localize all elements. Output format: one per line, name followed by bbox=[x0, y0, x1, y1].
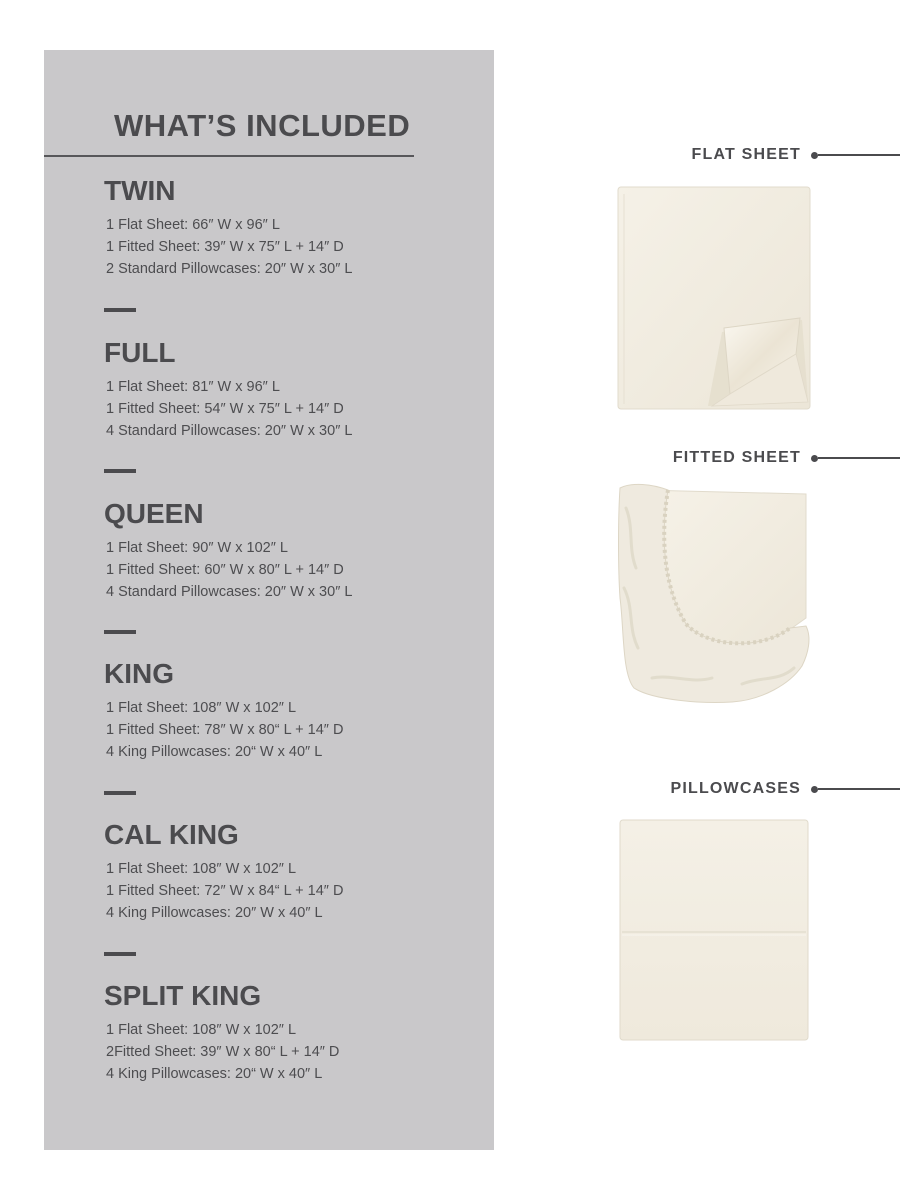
size-block-twin bbox=[104, 174, 484, 280]
callout-line bbox=[818, 154, 900, 156]
size-block-split-king bbox=[104, 979, 484, 1085]
included-panel bbox=[44, 50, 494, 1150]
section-dash bbox=[104, 630, 136, 634]
callout-dot bbox=[811, 455, 818, 462]
callout-line bbox=[818, 788, 900, 790]
pillowcases-image bbox=[612, 814, 818, 1046]
callout-dot bbox=[811, 152, 818, 159]
size-block-queen bbox=[104, 497, 484, 603]
pillowcases-callout bbox=[670, 779, 900, 799]
spec-line: 2Fitted Sheet: 39″ W x 80“ L + 14″ D bbox=[106, 1044, 340, 1060]
spec-line: 1 Flat Sheet: 108″ W x 102″ L bbox=[106, 861, 297, 877]
fitted-sheet-callout bbox=[673, 448, 900, 468]
spec-line: 1 Flat Sheet: 108″ W x 102″ L bbox=[106, 1022, 297, 1038]
spec-line: 1 Fitted Sheet: 72″ W x 84“ L + 14″ D bbox=[106, 883, 344, 899]
section-dash bbox=[104, 308, 136, 312]
callout-line bbox=[818, 457, 900, 459]
spec-line: 4 King Pillowcases: 20″ W x 40″ L bbox=[106, 905, 323, 921]
size-name: KING bbox=[104, 658, 174, 689]
title-rule bbox=[44, 155, 414, 157]
fitted-sheet-image bbox=[612, 478, 818, 710]
section-dash bbox=[104, 952, 136, 956]
spec-line: 1 Flat Sheet: 66″ W x 96″ L bbox=[106, 217, 280, 233]
spec-line: 4 King Pillowcases: 20“ W x 40″ L bbox=[106, 744, 323, 760]
section-dash bbox=[104, 469, 136, 473]
size-name: QUEEN bbox=[104, 498, 204, 529]
fitted-sheet-label: FITTED SHEET bbox=[672, 449, 801, 466]
spec-line: 4 Standard Pillowcases: 20″ W x 30″ L bbox=[106, 423, 353, 439]
spec-line: 1 Flat Sheet: 108″ W x 102″ L bbox=[106, 700, 297, 716]
size-block-full bbox=[104, 336, 484, 442]
flat-sheet-image bbox=[612, 182, 818, 414]
size-name: TWIN bbox=[104, 175, 176, 206]
size-name: FULL bbox=[104, 337, 176, 368]
callout-dot bbox=[811, 786, 818, 793]
spec-line: 1 Fitted Sheet: 78″ W x 80“ L + 14″ D bbox=[106, 722, 344, 738]
spec-line: 1 Flat Sheet: 90″ W x 102″ L bbox=[106, 540, 288, 556]
spec-line: 1 Fitted Sheet: 54″ W x 75″ L + 14″ D bbox=[106, 401, 344, 417]
pillowcases-label: PILLOWCASES bbox=[670, 780, 801, 797]
flat-sheet-label: FLAT SHEET bbox=[691, 146, 801, 163]
size-block-cal-king bbox=[104, 818, 484, 924]
spec-line: 4 Standard Pillowcases: 20″ W x 30″ L bbox=[106, 584, 353, 600]
panel-title: WHAT’S INCLUDED bbox=[114, 108, 411, 143]
spec-line: 1 Fitted Sheet: 60″ W x 80″ L + 14″ D bbox=[106, 562, 344, 578]
section-dash bbox=[104, 791, 136, 795]
size-name: SPLIT KING bbox=[104, 980, 262, 1011]
spec-line: 1 Fitted Sheet: 39″ W x 75″ L + 14″ D bbox=[106, 239, 344, 255]
size-name: CAL KING bbox=[104, 819, 239, 850]
spec-line: 1 Flat Sheet: 81″ W x 96″ L bbox=[106, 379, 280, 395]
size-block-king bbox=[104, 657, 484, 763]
flat-sheet-callout bbox=[692, 145, 900, 165]
spec-line: 2 Standard Pillowcases: 20″ W x 30″ L bbox=[106, 261, 353, 277]
spec-line: 4 King Pillowcases: 20“ W x 40″ L bbox=[106, 1066, 323, 1082]
